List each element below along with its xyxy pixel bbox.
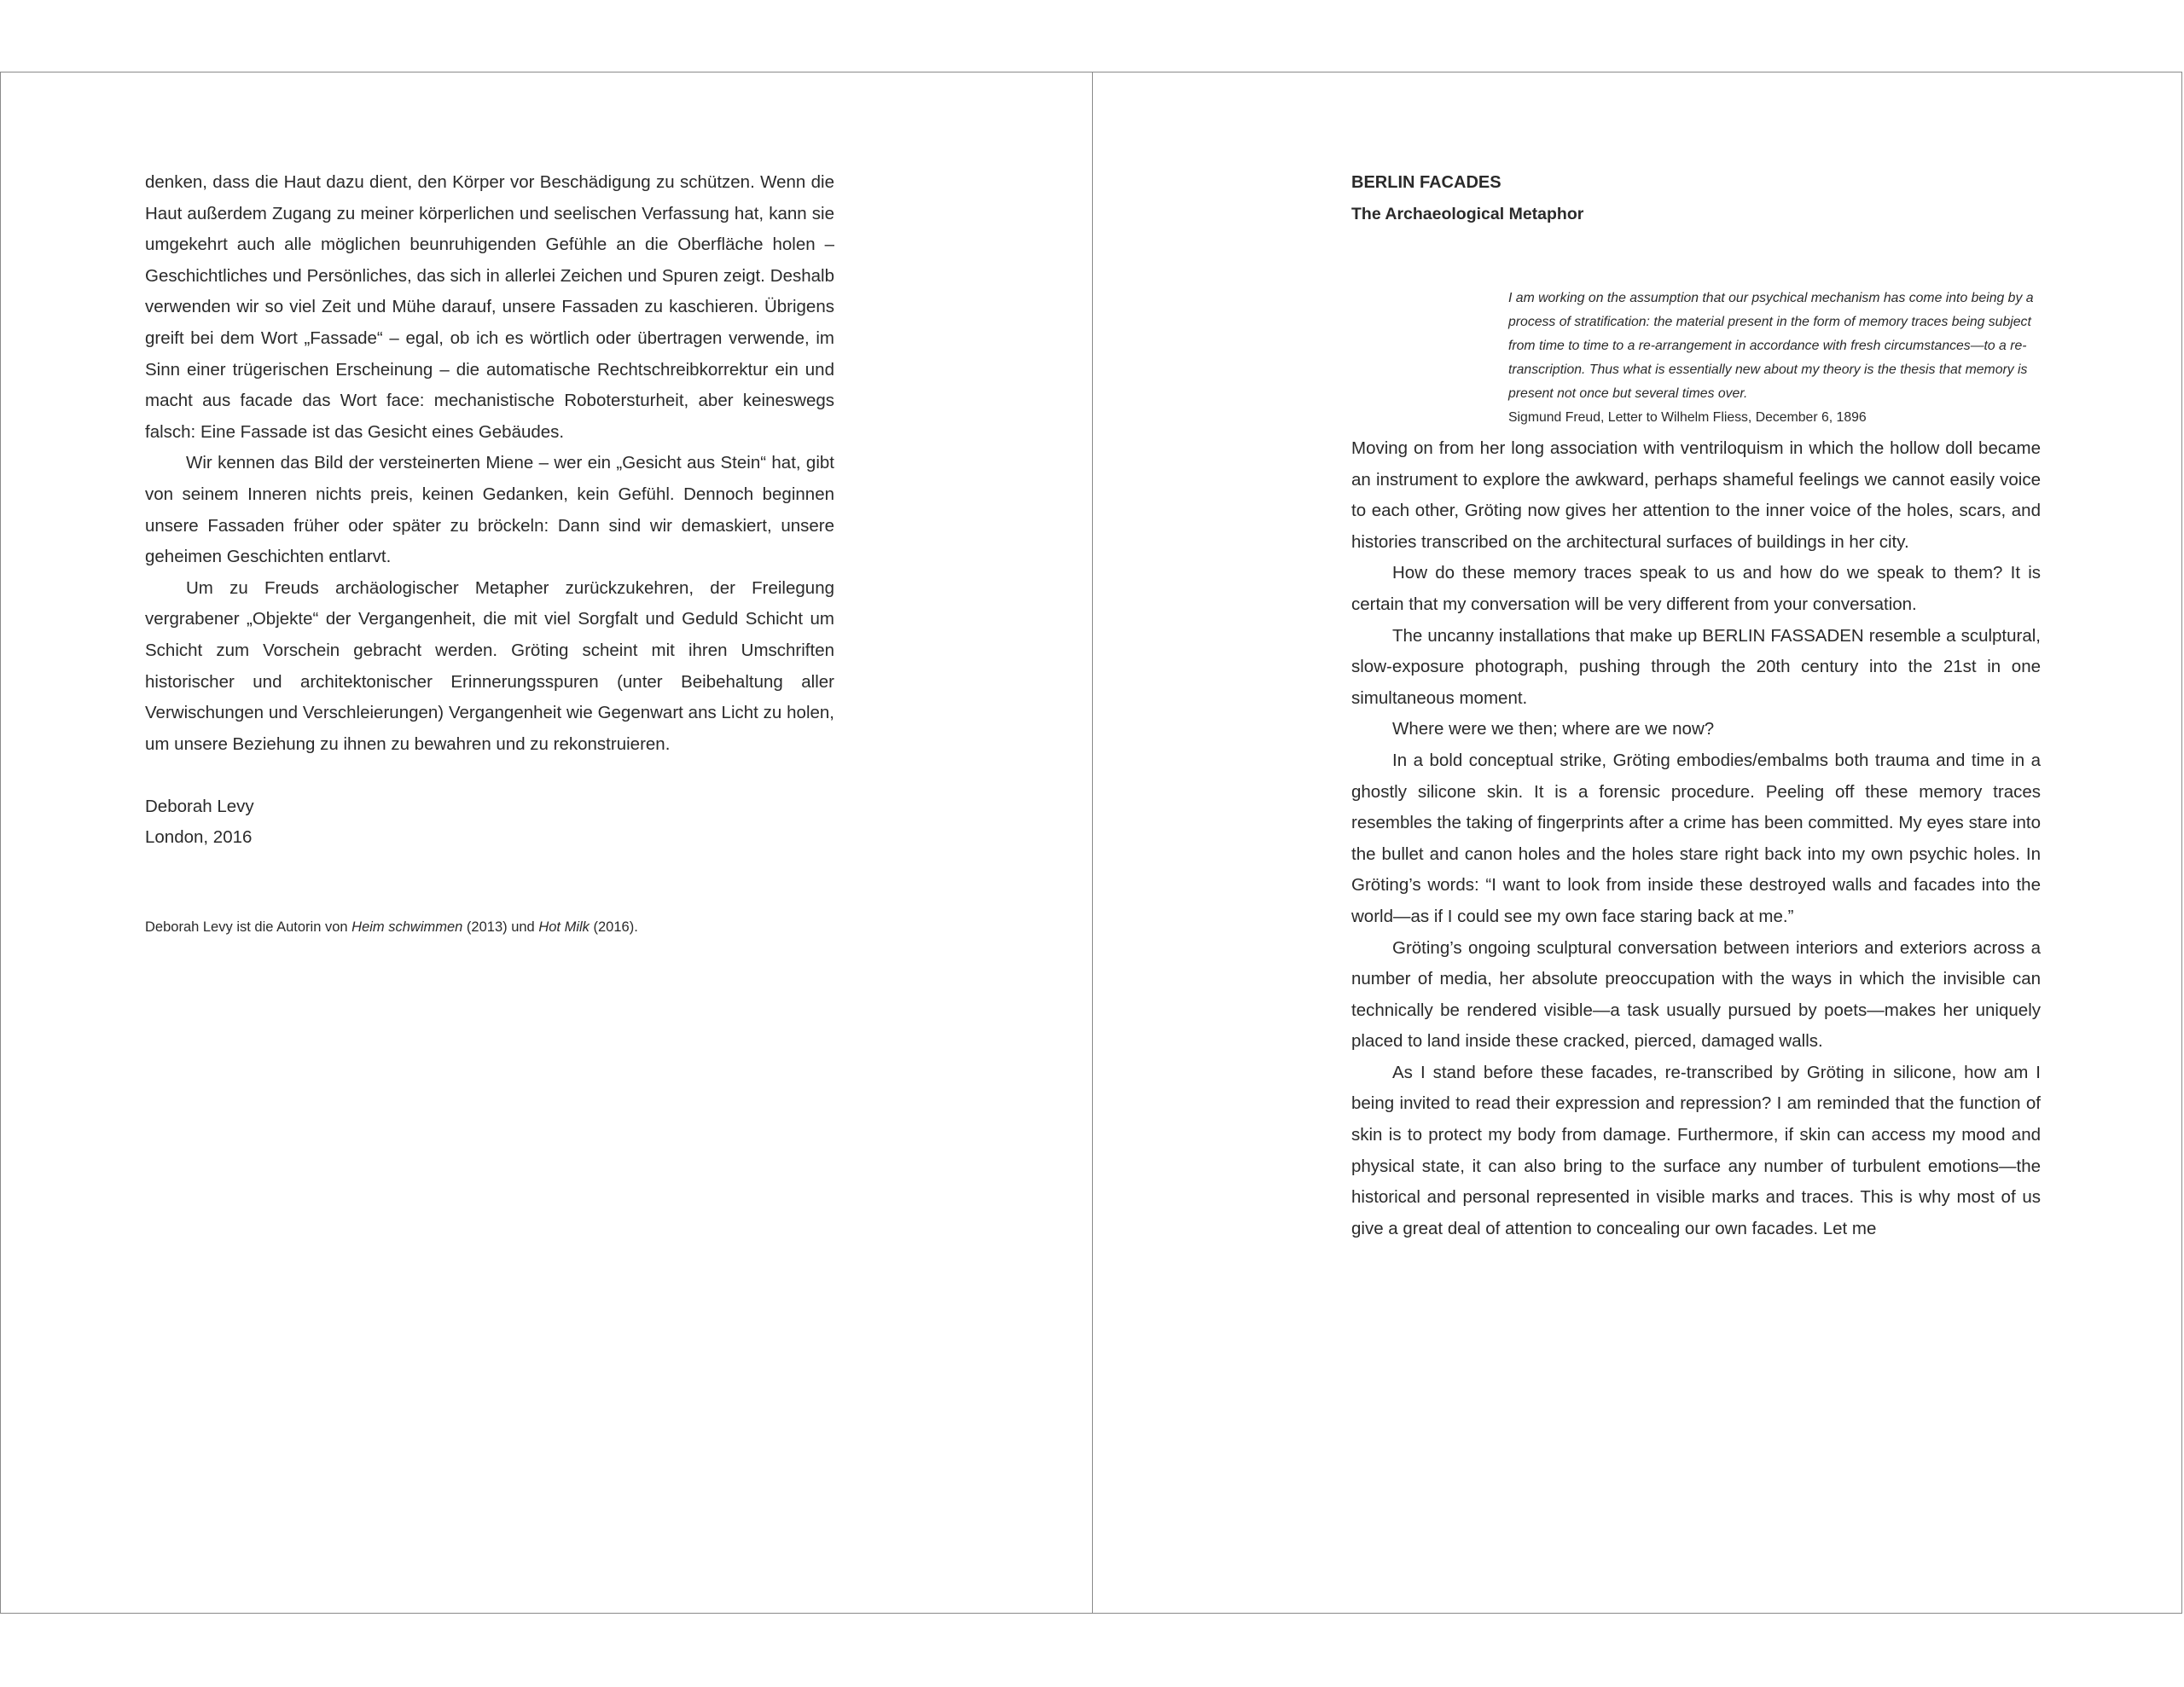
page-gutter <box>1092 72 1093 1613</box>
book-title: Hot Milk <box>538 919 590 936</box>
body-paragraph: Moving on from her long association with ventriloquism in which the hollow doll became an instrument to explore the awkward, perhaps shameful feelings we cannot easily voice to each other, Gröting now gives her attention to the inner voice of the holes, scars, and histories transcribed on the architectural surfaces of buildings in her city. <box>1351 438 2041 552</box>
body-paragraph: In a bold conceptual strike, Gröting embodies/embalms both trauma and time in a ghostly silicone skin. It is a forensic procedure. Peeling off these memory traces resembles the taking of fingerprints after a crime has been committed. My eyes stare into the bullet and canon holes and the holes stare right back into my own psychic holes. In Gröting’s words: “I want to look from inside these destroyed walls and facades into the world—as if I could see my own face staring back at me.” <box>1351 750 2041 926</box>
body-paragraph: Um zu Freuds archäologischer Metapher zurückzukehren, der Freilegung vergrabener „Objekte“ der Vergangenheit, die mit viel Sorgfalt und Geduld Schicht um Schicht zum Vorschein gebracht werden. Gröting scheint mit ihren Umschriften historischer und architektonischer Erinnerungsspuren (unter Beibehaltung aller Verwischungen und Verschleierungen) Vergangenheit wie Gegenwart ans Licht zu holen, um unsere Beziehung zu ihnen zu bewahren und zu rekonstruieren. <box>145 577 834 754</box>
chapter-subheading: The Archaeological Metaphor <box>1351 205 1584 223</box>
body-paragraph: As I stand before these facades, re-transcribed by Gröting in silicone, how am I being invited to read their expression and repression? I am reminded that the function of skin is to protect my body from damage. Furthermore, if skin can access my mood and physical state, it can also bring to the surface any number of turbulent emotions—the historical and personal represented in visible marks and traces. This is why most of us give a great deal of attention to concealing our own facades. Let me <box>1351 1062 2041 1238</box>
right-page <box>1351 167 2041 1244</box>
body-paragraph: Where were we then; where are we now? <box>1392 719 1715 739</box>
epigraph-quote: I am working on the assumption that our psychical mechanism has come into being by a process of stratification: the material present in the form of memory traces being subject from time to time to a re-arrangement in accordance with fresh circumstances—to a re-transcription. Thus what is essentially new about my theory is the thesis that memory is present not once but several times over. <box>1508 291 2034 401</box>
body-paragraph: How do these memory traces speak to us and how do we speak to them? It is certain that my conversation will be very different from your conversation. <box>1351 563 2041 614</box>
body-paragraph: Gröting’s ongoing sculptural conversation between interiors and exteriors across a number of media, her absolute preoccupation with the ways in which the invisible can technically be rendered visible—a task usually pursued by poets—makes her uniquely placed to land inside these cracked, pierced, damaged walls. <box>1351 937 2041 1052</box>
chapter-heading: BERLIN FACADES <box>1351 173 1502 192</box>
body-paragraph: denken, dass die Haut dazu dient, den Körper vor Beschädigung zu schützen. Wenn die Haut außerdem Zugang zu meiner körperlichen und seelischen Verfassung hat, kann sie umgekehrt auch alle möglichen beunruhigenden Gefühle an die Oberfläche holen – Geschichtliches und Persönliches, das sich in allerlei Zeichen und Spuren zeigt. Deshalb verwenden wir so viel Zeit und Mühe darauf, unsere Fassaden zu kaschieren. Übrigens greift bei dem Wort „Fassade“ – egal, ob ich es wörtlich oder übertragen verwende, im Sinn einer trügerischen Erscheinung – die automatische Rechtschreibkorrektur ein und macht aus facade das Wort face: mechanistische Robotersturheit, aber keineswegs falsch: Eine Fassade ist das Gesicht eines Gebäudes. <box>145 172 834 442</box>
body-paragraph: Wir kennen das Bild der versteinerten Miene – wer ein „Gesicht aus Stein“ hat, gibt von seinem Inneren nichts preis, keinen Gedanken, kein Gefühl. Dennoch beginnen unsere Fassaden früher oder später zu bröckeln: Dann sind wir demaskiert, unsere geheimen Geschichten entlarvt. <box>145 453 834 567</box>
epigraph-source: Sigmund Freud, Letter to Wilhelm Fliess, December 6, 1896 <box>1508 410 1867 425</box>
epigraph <box>1508 287 2041 430</box>
left-page <box>145 167 834 937</box>
author-bio: Deborah Levy ist die Autorin von Heim schwimmen (2013) und Hot Milk (2016). <box>145 919 638 936</box>
body-text <box>1351 433 2041 1244</box>
place-date: London, 2016 <box>145 827 253 848</box>
book-title: Heim schwimmen <box>351 919 463 936</box>
author-name: Deborah Levy <box>145 796 254 816</box>
signature-block <box>145 791 834 854</box>
body-paragraph: The uncanny installations that make up BERLIN FASSADEN resemble a sculptural, slow-exposure photograph, pushing through the 20th century into the 21st in one simultaneous moment. <box>1351 625 2041 708</box>
